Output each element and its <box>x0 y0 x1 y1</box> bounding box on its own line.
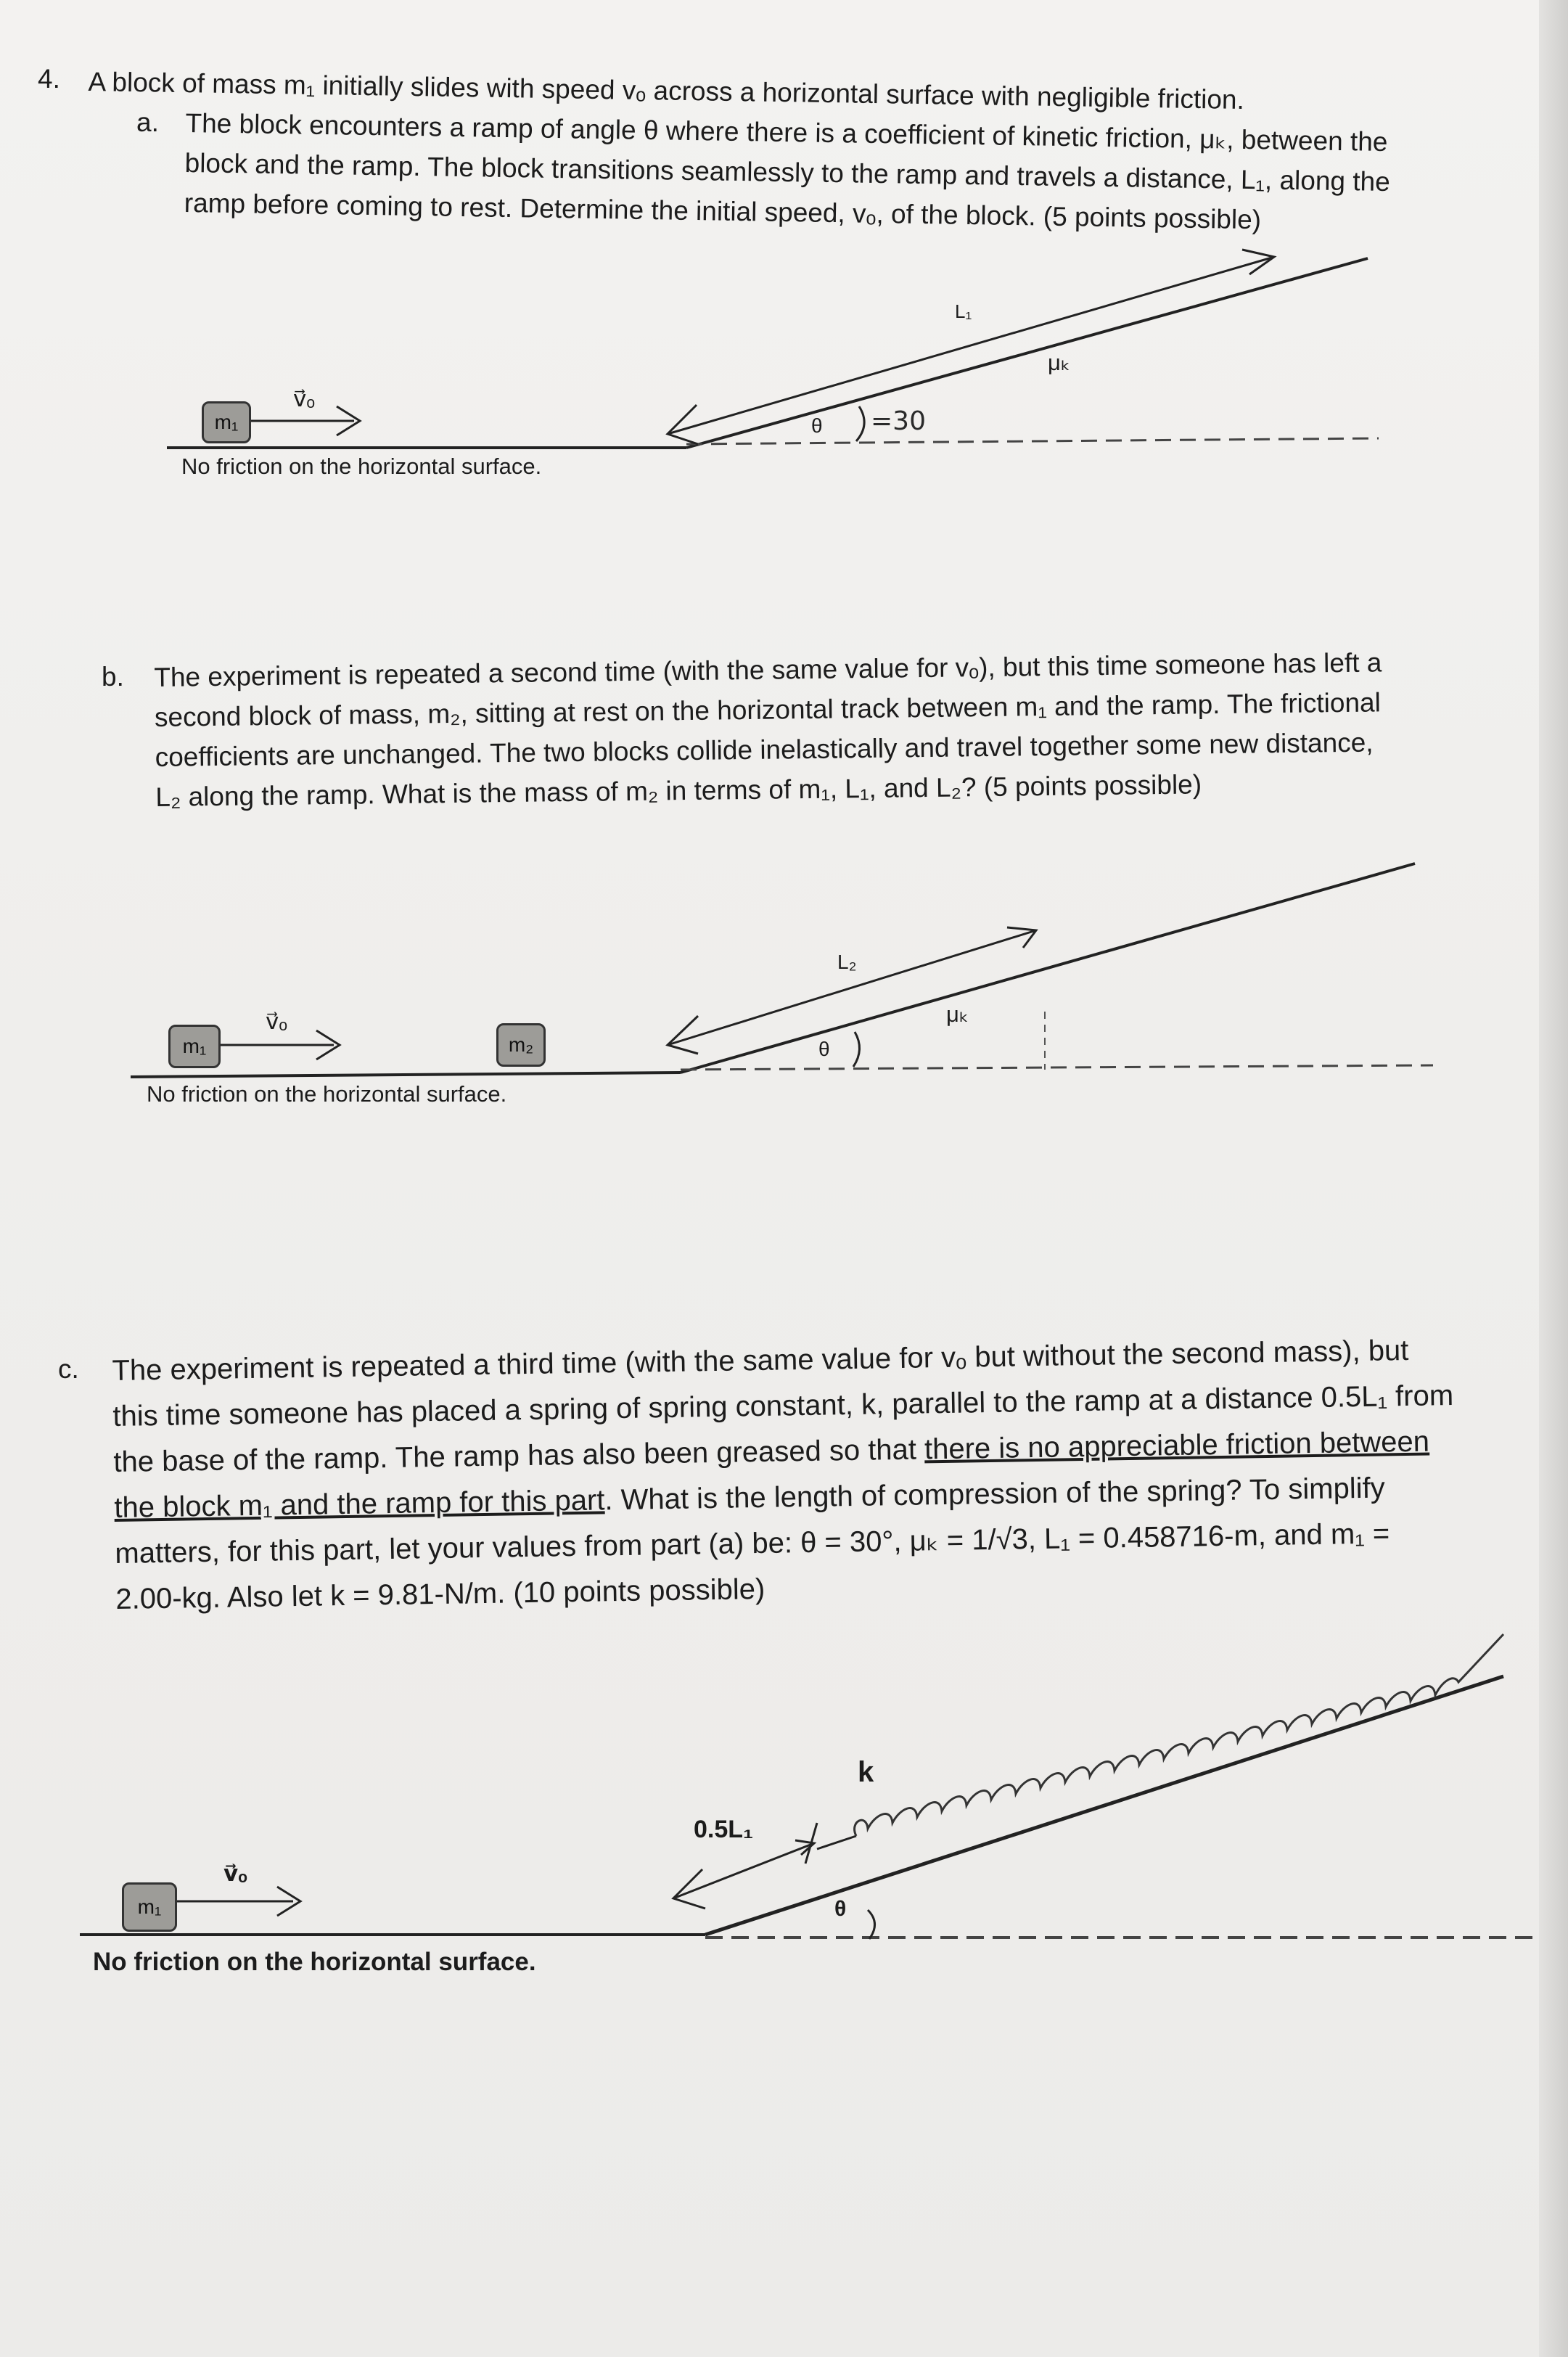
spring-coil <box>855 1634 1503 1836</box>
spring-lead <box>817 1836 856 1849</box>
part-b-line: coefficients are unchanged. The two blocks collide inelastically and travel together some new distance, <box>155 727 1374 772</box>
part-c-underlined-text: there is no appreciable friction between <box>924 1425 1430 1466</box>
figure-c-caption: No friction on the horizontal surface. <box>93 1948 536 1976</box>
block-m2: m₂ <box>496 1023 546 1067</box>
part-c-line: matters, for this part, let your values from part (a) be: θ = 30°, μₖ = 1/√3, L₁ = 0.458716-m, and m₁ = <box>115 1517 1390 1570</box>
ramp-surface <box>705 1676 1503 1935</box>
part-c-line: this time someone has placed a spring of spring constant, k, parallel to the ramp at a distance 0.5L₁ from <box>112 1379 1454 1432</box>
angle-label: θ <box>811 414 823 437</box>
friction-label: μₖ <box>1048 350 1071 375</box>
handwritten-angle-value: =30 <box>871 406 926 436</box>
angle-label: θ <box>818 1038 830 1060</box>
part-c-line: 2.00-kg. Also let k = 9.81-N/m. (10 points possible) <box>115 1573 765 1615</box>
velocity-label: v⃗ₒ <box>223 1861 247 1886</box>
figure-b-caption: No friction on the horizontal surface. <box>147 1081 507 1107</box>
angle-arc <box>868 1910 875 1939</box>
part-a-label: a. <box>136 107 159 137</box>
velocity-label: v⃗ₒ <box>266 1009 288 1034</box>
angle-label: θ <box>834 1897 847 1921</box>
length-label: L₁ <box>955 300 972 322</box>
figure-a-caption: No friction on the horizontal surface. <box>181 454 542 479</box>
block-m1: m₁ <box>168 1025 221 1068</box>
part-a-line: block and the ramp. The block transitions seamlessly to the ramp and travels a distance, L₁, along the <box>184 147 1391 197</box>
distance-label: 0.5L₁ <box>694 1816 754 1843</box>
problem-intro: A block of mass m₁ initially slides with speed vₒ across a horizontal surface with negligible friction. <box>88 66 1245 115</box>
part-b-label: b. <box>102 662 124 692</box>
spring-constant-label: k <box>858 1756 874 1788</box>
part-b-line: The experiment is repeated a second time (with the same value for vₒ), but this time someone has left a <box>154 647 1382 692</box>
part-a-line: ramp before coming to rest. Determine the initial speed, vₒ, of the block. (5 points possible) <box>184 187 1262 235</box>
part-c-line4-text: . What is the length of compression of the spring? To simplify <box>604 1472 1385 1517</box>
distance-arrow-line <box>673 1843 814 1898</box>
part-c-line: The experiment is repeated a third time (with the same value for vₒ but without the second mass), but <box>112 1334 1409 1387</box>
length-label: L₂ <box>837 951 857 973</box>
part-c-label: c. <box>58 1354 79 1384</box>
block-m1: m₁ <box>122 1882 177 1932</box>
part-b-line: L₂ along the ramp. What is the mass of m₂ in terms of m₁, L₁, and L₂? (5 points possible) <box>155 769 1202 812</box>
friction-label: μₖ <box>946 1001 969 1027</box>
arrowhead-left <box>673 1869 705 1909</box>
velocity-label: v⃗ₒ <box>293 386 316 411</box>
part-b-line: second block of mass, m₂, sitting at rest on the horizontal track between m₁ and the ramp. The frictional <box>154 687 1382 732</box>
block-m1: m₁ <box>202 401 251 443</box>
part-c-line3-text: the base of the ramp. The ramp has also been greased so that <box>113 1433 925 1478</box>
part-c-underlined-text: the block m₁ and the ramp for this part <box>114 1484 605 1524</box>
part-a-line: The block encounters a ramp of angle θ where there is a coefficient of kinetic friction, μₖ, between the <box>185 107 1388 157</box>
problem-number: 4. <box>38 64 60 94</box>
